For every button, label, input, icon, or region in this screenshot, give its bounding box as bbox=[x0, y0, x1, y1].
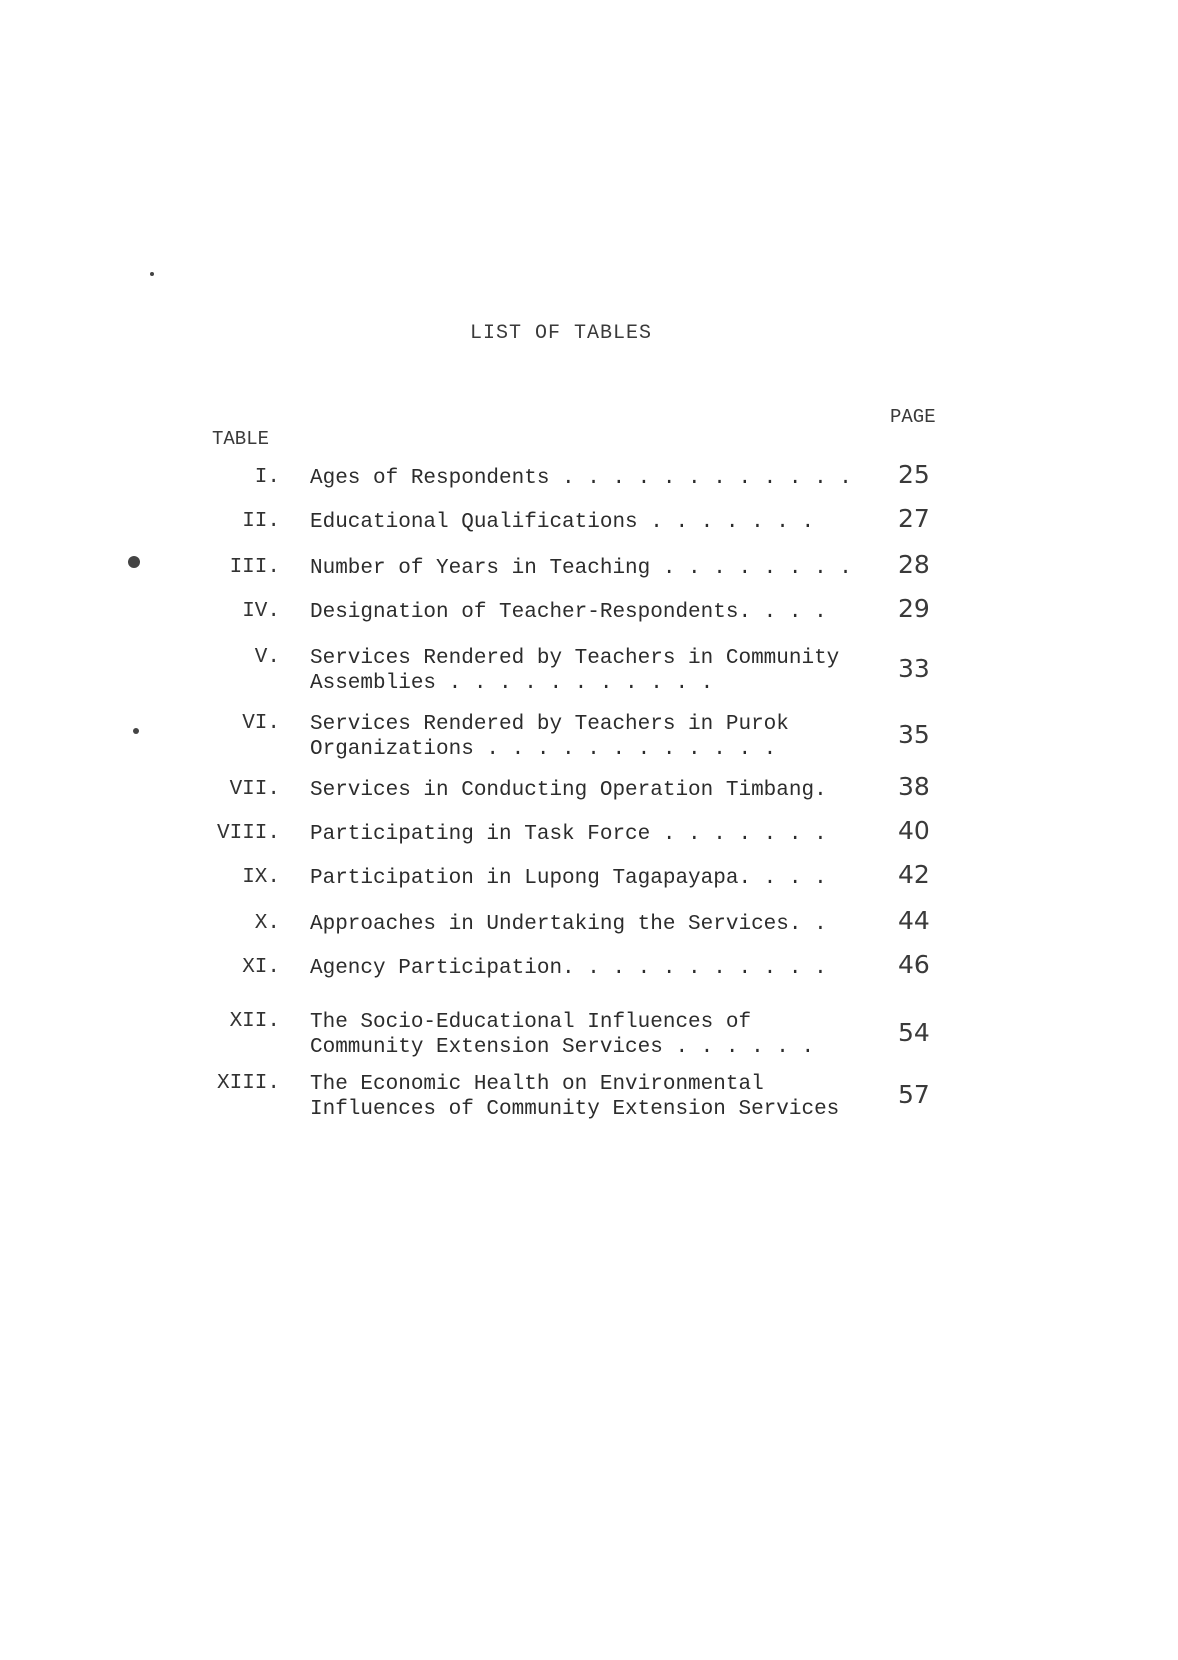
table-title-line: Designation of Teacher-Respondents. . . . bbox=[310, 601, 827, 624]
column-header-table: TABLE bbox=[212, 428, 270, 450]
page-number: 54 bbox=[898, 1018, 930, 1047]
column-header-page: PAGE bbox=[890, 406, 936, 428]
page-number: 38 bbox=[898, 772, 930, 801]
page-number: 42 bbox=[898, 860, 930, 889]
page-number: 40 bbox=[898, 816, 930, 845]
table-title-line: Ages of Respondents . . . . . . . . . . . . bbox=[310, 467, 852, 490]
ink-speck bbox=[150, 272, 154, 276]
table-entry bbox=[180, 646, 980, 702]
table-title bbox=[310, 510, 895, 535]
page-number: 35 bbox=[898, 720, 930, 749]
table-title-line: Community Extension Services . . . . . . bbox=[310, 1036, 815, 1059]
table-title-line: Agency Participation. . . . . . . . . . . bbox=[310, 957, 827, 980]
table-title bbox=[310, 956, 895, 981]
table-title bbox=[310, 600, 895, 625]
page-number: 29 bbox=[898, 594, 930, 623]
page-number: 28 bbox=[898, 550, 930, 579]
table-title-line: Approaches in Undertaking the Services. . bbox=[310, 913, 827, 936]
table-entry bbox=[180, 712, 980, 768]
table-title bbox=[310, 1010, 895, 1060]
table-title bbox=[310, 866, 895, 891]
page-number: 44 bbox=[898, 906, 930, 935]
table-entry bbox=[180, 1010, 980, 1066]
table-number: XI. bbox=[242, 956, 280, 979]
table-title-line: Services in Conducting Operation Timbang. bbox=[310, 779, 827, 802]
table-title bbox=[310, 822, 895, 847]
table-title bbox=[310, 912, 895, 937]
table-title bbox=[310, 646, 895, 696]
page-title: LIST OF TABLES bbox=[470, 322, 653, 345]
table-number: XII. bbox=[229, 1010, 280, 1033]
table-entry bbox=[180, 1072, 980, 1128]
table-title-line: Assemblies . . . . . . . . . . . bbox=[310, 672, 714, 695]
table-number: V. bbox=[254, 646, 280, 669]
page-number: 27 bbox=[898, 504, 930, 533]
table-title bbox=[310, 712, 895, 762]
table-number: VII. bbox=[229, 778, 280, 801]
table-title bbox=[310, 556, 895, 581]
table-number: XIII. bbox=[216, 1072, 280, 1095]
table-title-line: The Socio-Educational Influences of bbox=[310, 1011, 752, 1034]
table-title bbox=[310, 1072, 895, 1122]
table-title-line: Influences of Community Extension Services bbox=[310, 1098, 840, 1121]
table-number: I. bbox=[254, 466, 280, 489]
page-number: 46 bbox=[898, 950, 930, 979]
table-number: IX. bbox=[242, 866, 280, 889]
table-number: IV. bbox=[242, 600, 280, 623]
table-title-line: Organizations . . . . . . . . . . . . bbox=[310, 738, 777, 761]
table-title-line: Services Rendered by Teachers in Purok bbox=[310, 713, 789, 736]
table-title-line: Educational Qualifications . . . . . . . bbox=[310, 511, 815, 534]
ink-speck bbox=[128, 556, 140, 568]
table-title-line: Services Rendered by Teachers in Community bbox=[310, 647, 840, 670]
page-number: 57 bbox=[898, 1080, 930, 1109]
table-title bbox=[310, 778, 895, 803]
table-title-line: Participating in Task Force . . . . . . . bbox=[310, 823, 827, 846]
table-number: II. bbox=[242, 510, 280, 533]
table-number: VI. bbox=[242, 712, 280, 735]
table-entry bbox=[180, 950, 980, 1012]
page-number: 33 bbox=[898, 654, 930, 683]
table-title-line: Number of Years in Teaching . . . . . . . . bbox=[310, 557, 852, 580]
table-number: III. bbox=[229, 556, 280, 579]
table-number: X. bbox=[254, 912, 280, 935]
table-title-line: Participation in Lupong Tagapayapa. . . . bbox=[310, 867, 827, 890]
page-number: 25 bbox=[898, 460, 930, 489]
table-number: VIII. bbox=[216, 822, 280, 845]
ink-speck bbox=[133, 728, 139, 734]
table-title bbox=[310, 466, 895, 491]
table-title-line: The Economic Health on Environmental bbox=[310, 1073, 764, 1096]
